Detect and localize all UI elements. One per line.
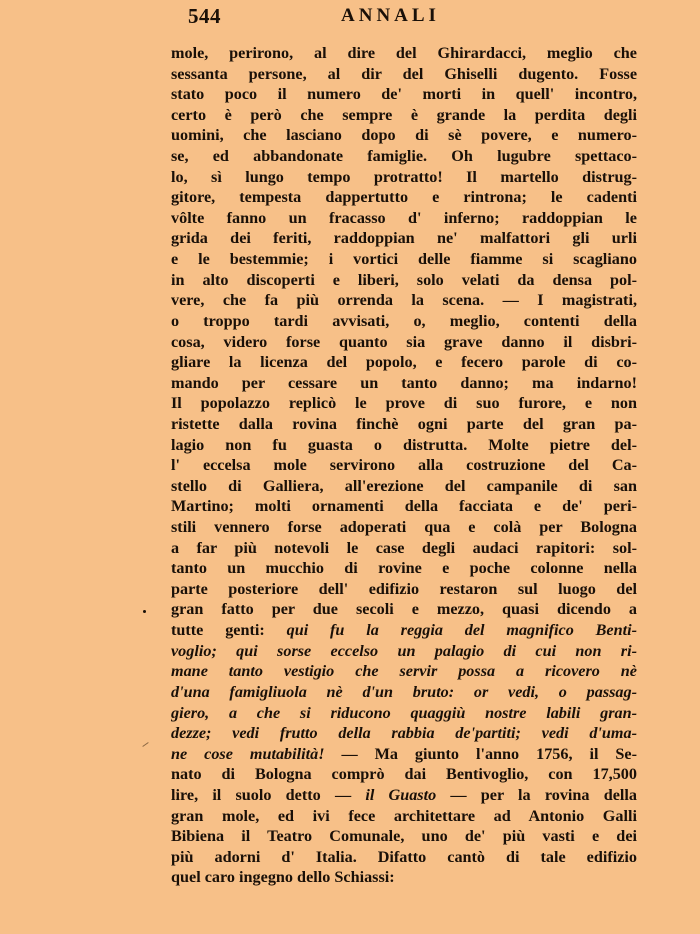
text-segment: — Ma giunto l'anno 1756, il Se- bbox=[341, 744, 637, 763]
text-segment: stello di Galliera, all'erezione del campanile di san bbox=[171, 476, 637, 495]
italic-text: il Guasto bbox=[365, 785, 437, 804]
text-line bbox=[171, 641, 637, 662]
italic-text: mane tanto vestigio che servir possa a ricovero nè bbox=[171, 662, 637, 681]
text-segment: gran mole, ed ivi fece architettare ad Antonio Galli bbox=[171, 806, 637, 825]
text-line bbox=[171, 64, 637, 85]
text-segment: grida dei feriti, raddoppian ne' malfattori gli urli bbox=[171, 229, 637, 248]
italic-text: giero, a che si riducono quaggiù nostre labili gran- bbox=[171, 703, 637, 722]
text-line bbox=[171, 146, 637, 167]
page-number: 544 bbox=[188, 4, 221, 28]
italic-text: dezze; vedi frutto della rabbia de'partiti; vedi d'uma- bbox=[171, 724, 637, 743]
text-line bbox=[171, 84, 637, 105]
text-segment: se, ed abbandonate famiglie. Oh lugubre spettaco- bbox=[171, 147, 637, 166]
text-segment: Il popolazzo replicò le prove di suo furore, e non bbox=[171, 394, 637, 413]
running-head: ANNALI bbox=[341, 5, 440, 26]
text-segment: tutte genti: bbox=[171, 621, 287, 640]
text-segment: vere, che fa più orrenda la scena. — I magistrati, bbox=[171, 291, 637, 310]
text-segment: — per la rovina della bbox=[436, 785, 637, 804]
body-text bbox=[171, 43, 637, 888]
text-line bbox=[171, 847, 637, 868]
text-line bbox=[171, 867, 637, 888]
text-segment: o troppo tardi avvisati, o, meglio, contenti della bbox=[171, 311, 637, 330]
italic-text: ne cose mutabilità! bbox=[171, 744, 342, 763]
italic-text: qui fu la reggia del magnifico Benti- bbox=[286, 621, 637, 640]
text-segment: certo è però che sempre è grande la perdita degli bbox=[171, 105, 637, 124]
text-segment: gliare la licenza del popolo, e fecero parole di co- bbox=[171, 353, 637, 372]
text-line bbox=[171, 723, 637, 744]
text-line bbox=[171, 249, 637, 270]
text-line bbox=[171, 352, 637, 373]
text-line bbox=[171, 538, 637, 559]
text-segment: a far più notevoli le case degli audaci rapitori: sol- bbox=[171, 538, 637, 557]
text-line bbox=[171, 228, 637, 249]
text-segment: stato poco il numero de' morti in quell' incontro, bbox=[171, 85, 637, 104]
text-segment: quel caro ingegno dello Schiassi: bbox=[171, 868, 395, 887]
text-line bbox=[171, 105, 637, 126]
text-segment: e le bestemmie; i vortici delle fiamme si scagliano bbox=[171, 250, 637, 269]
text-line bbox=[171, 826, 637, 847]
text-segment: sessanta persone, al dir del Ghiselli dugento. Fosse bbox=[171, 64, 637, 83]
text-line bbox=[171, 373, 637, 394]
text-line bbox=[171, 517, 637, 538]
italic-text: voglio; qui sorse eccelso un palagio di cui non ri- bbox=[171, 641, 637, 660]
text-line bbox=[171, 599, 637, 620]
text-line bbox=[171, 311, 637, 332]
text-line bbox=[171, 435, 637, 456]
text-segment: Bibiena il Teatro Comunale, uno de' più vasti e dei bbox=[171, 827, 637, 846]
text-segment: cosa, videro forse quanto sia grave danno il disbri- bbox=[171, 332, 637, 351]
text-line bbox=[171, 579, 637, 600]
text-line bbox=[171, 332, 637, 353]
text-segment: più adorni d' Italia. Difatto cantò di tale edifizio bbox=[171, 847, 637, 866]
text-segment: parte posteriore dell' edifizio restaron sul luogo del bbox=[171, 579, 637, 598]
text-line bbox=[171, 125, 637, 146]
text-line bbox=[171, 764, 637, 785]
text-segment: in alto discoperti e liberi, solo velati da densa pol- bbox=[171, 270, 637, 289]
text-line bbox=[171, 744, 637, 765]
text-line bbox=[171, 476, 637, 497]
text-segment: nato di Bologna comprò dai Bentivoglio, con 17,500 bbox=[171, 765, 637, 784]
text-segment: lire, il suolo detto — bbox=[171, 785, 366, 804]
text-line bbox=[171, 167, 637, 188]
text-line bbox=[171, 187, 637, 208]
margin-mark bbox=[142, 742, 148, 747]
text-line bbox=[171, 270, 637, 291]
text-line bbox=[171, 208, 637, 229]
text-segment: stili vennero forse adoperati qua e colà per Bologna bbox=[171, 518, 637, 537]
text-line bbox=[171, 393, 637, 414]
italic-text: d'una famigliuola nè d'un bruto: or vedi, o passag- bbox=[171, 682, 637, 701]
text-line bbox=[171, 496, 637, 517]
text-line bbox=[171, 682, 637, 703]
text-line bbox=[171, 43, 637, 64]
text-segment: l' eccelsa mole servirono alla costruzione del Ca- bbox=[171, 456, 637, 475]
text-line bbox=[171, 455, 637, 476]
text-segment: lo, sì lungo tempo protratto! Il martello distrug- bbox=[171, 167, 637, 186]
text-segment: gran fatto per due secoli e mezzo, quasi dicendo a bbox=[171, 600, 637, 619]
text-segment: tanto un mucchio di rovine e poche colonne nella bbox=[171, 559, 637, 578]
text-line bbox=[171, 558, 637, 579]
text-line bbox=[171, 661, 637, 682]
text-segment: mando per cessare un tanto danno; ma indarno! bbox=[171, 373, 637, 392]
margin-mark bbox=[143, 610, 146, 613]
text-line bbox=[171, 620, 637, 641]
text-segment: vôlte fanno un fracasso d' inferno; raddoppian le bbox=[171, 208, 637, 227]
text-line bbox=[171, 806, 637, 827]
text-segment: Martino; molti ornamenti della facciata e de' peri- bbox=[171, 497, 637, 516]
text-line bbox=[171, 785, 637, 806]
text-line bbox=[171, 414, 637, 435]
text-segment: ristette dalla rovina finchè ogni parte del gran pa- bbox=[171, 414, 637, 433]
text-line bbox=[171, 703, 637, 724]
text-segment: lagio non fu guasta o distrutta. Molte pietre del- bbox=[171, 435, 637, 454]
text-segment: gitore, tempesta dappertutto e rintrona; le cadenti bbox=[171, 188, 637, 207]
text-segment: mole, perirono, al dire del Ghirardacci, meglio che bbox=[171, 44, 637, 62]
text-line bbox=[171, 290, 637, 311]
text-segment: uomini, che lasciano dopo di sè povere, e numero- bbox=[171, 126, 637, 145]
